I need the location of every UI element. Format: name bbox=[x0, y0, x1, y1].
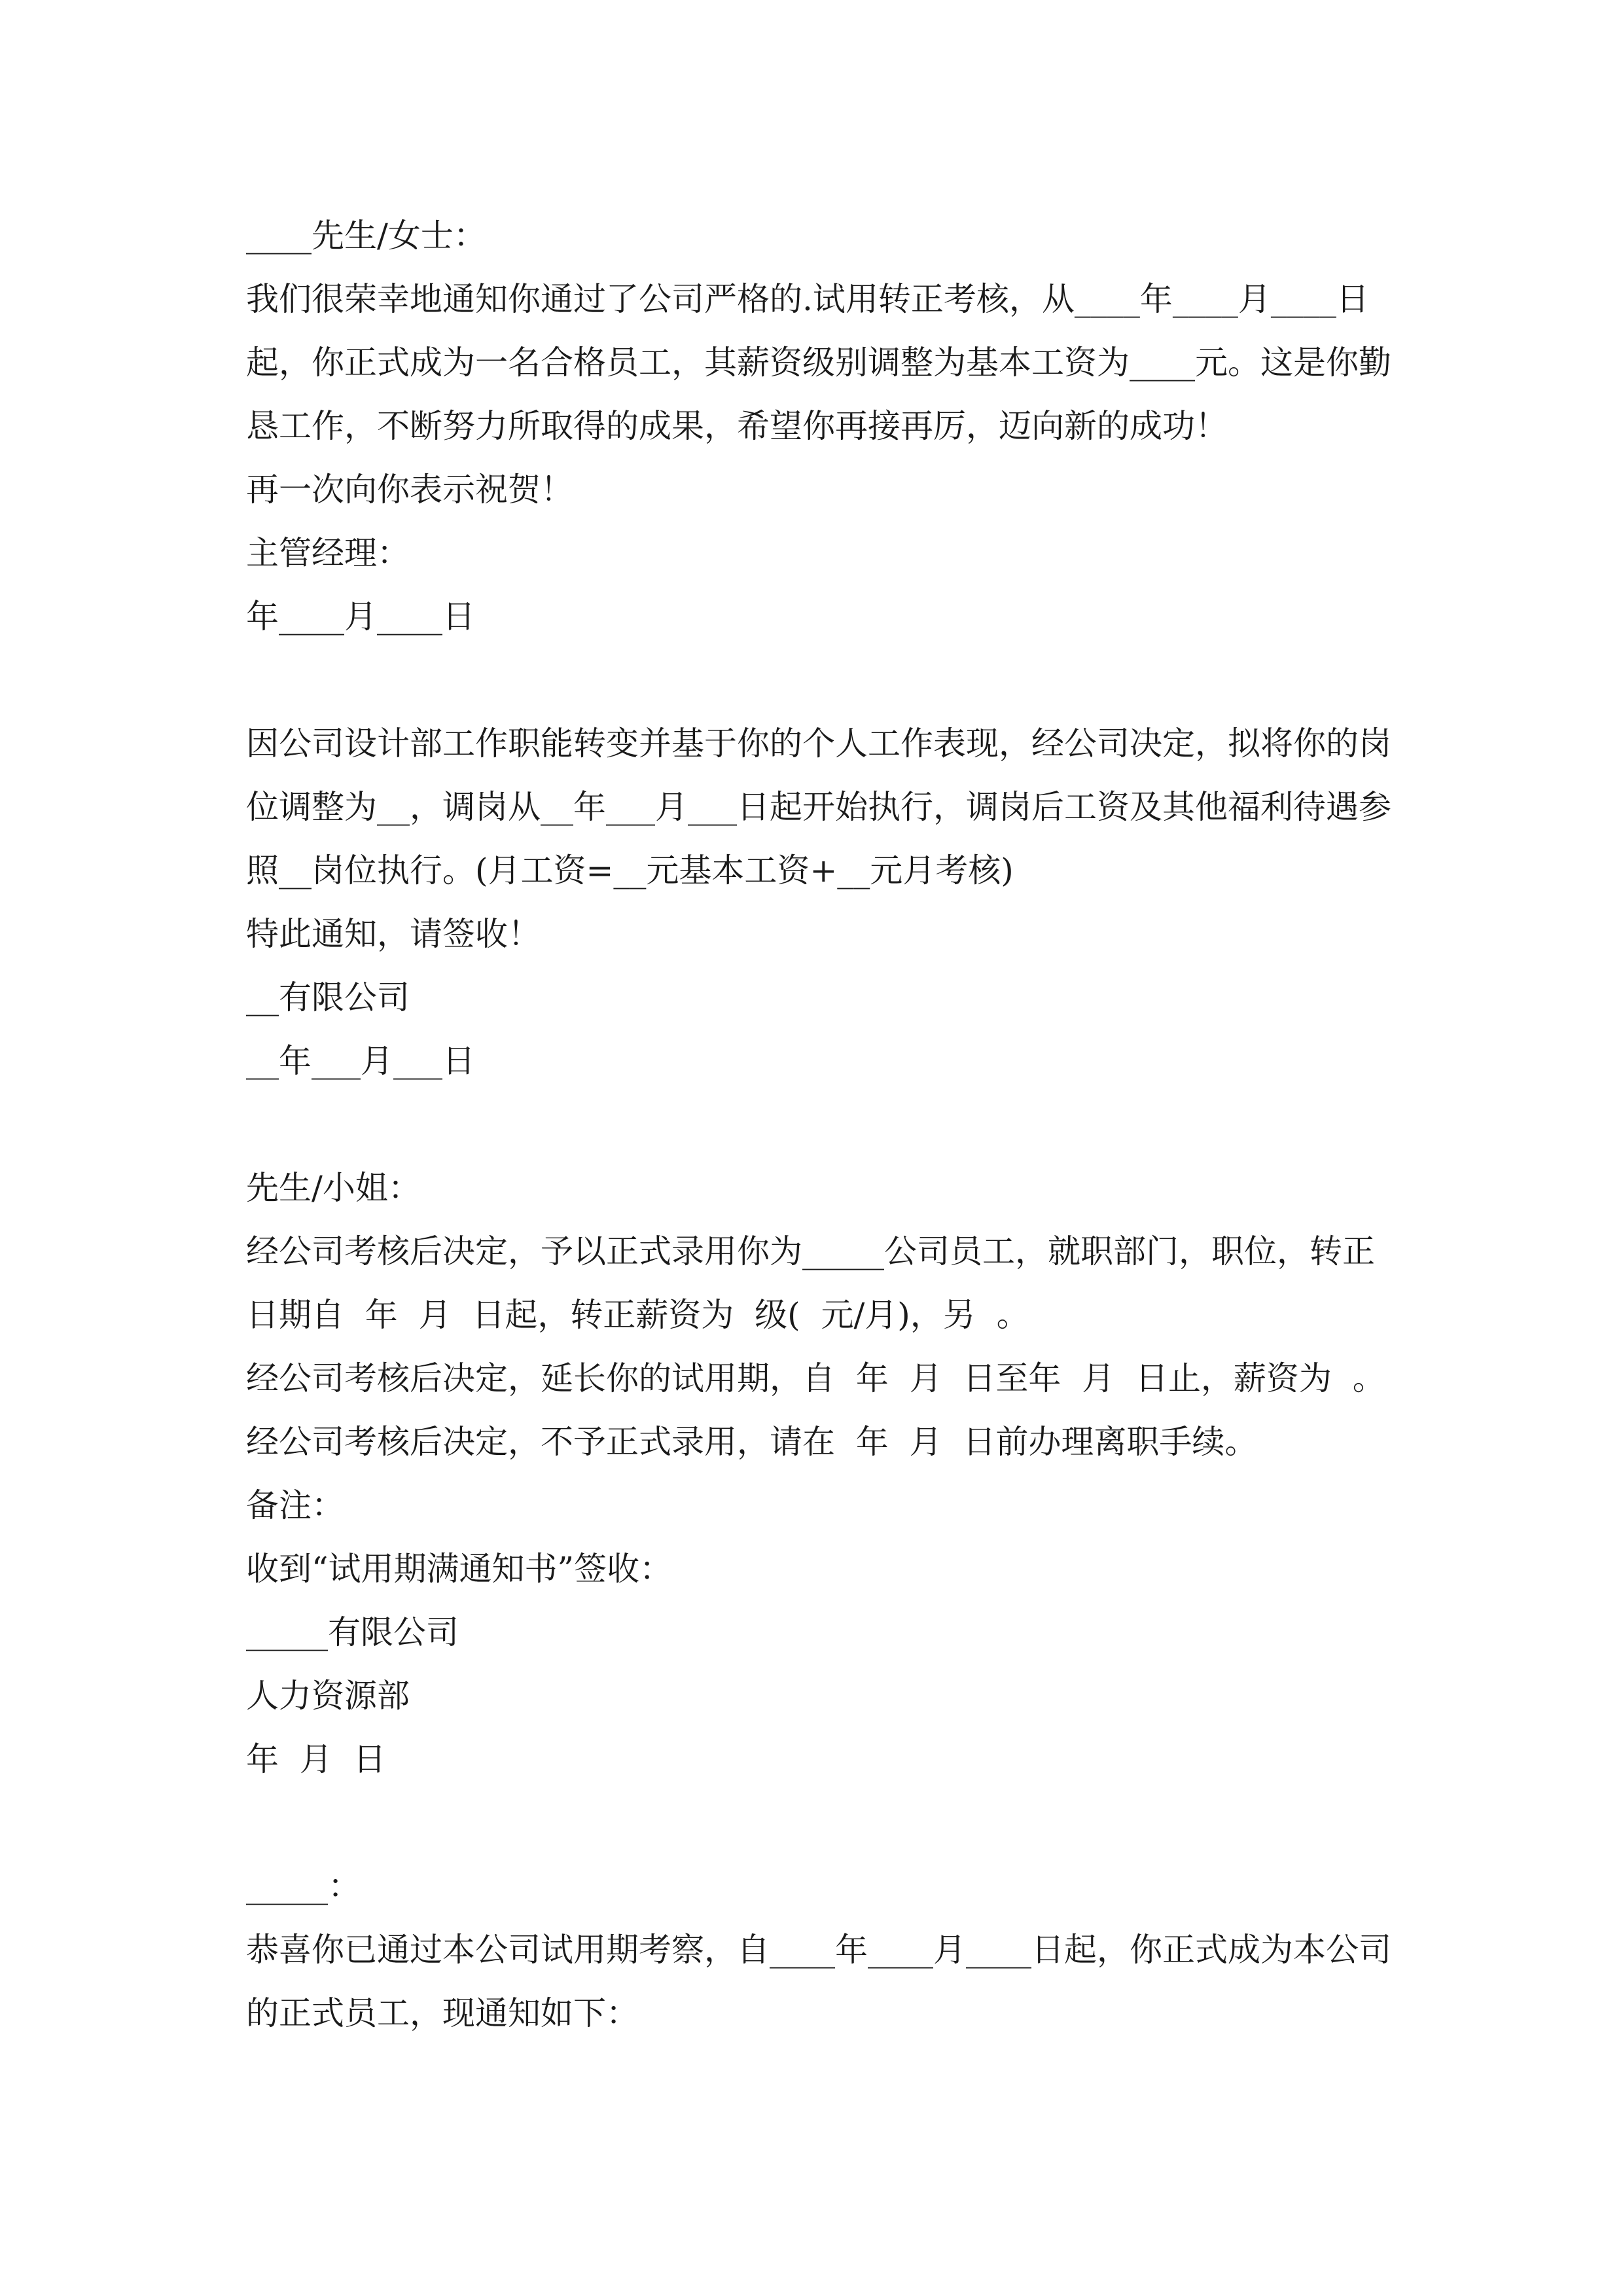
section-gap bbox=[246, 649, 1381, 712]
paragraph-line: 位调整为__，调岗从__年___月___日起开始执行，调岗后工资及其他福利待遇参 bbox=[246, 788, 1391, 826]
notice-section-1 bbox=[246, 204, 1391, 649]
paragraph-line: 经公司考核后决定，不予正式录用，请在 年 月 日前办理离职手续。 bbox=[246, 1423, 1258, 1461]
document-body bbox=[246, 204, 1391, 2045]
paragraph-line: 恭喜你已通过本公司试用期考察，自____年____月____日起，你正式成为本公司 bbox=[246, 1931, 1391, 1969]
section-gap bbox=[246, 1791, 1381, 1855]
paragraph-line: 恳工作，不断努力所取得的成果，希望你再接再厉，迈向新的成功！ bbox=[246, 407, 1228, 445]
paragraph-line: 照__岗位执行。(月工资=__元基本工资+__元月考核) bbox=[246, 852, 1014, 889]
paragraph-line: 起，你正式成为一名合格员工，其薪资级别调整为基本工资为____元。这是你勤 bbox=[246, 344, 1391, 382]
paragraph-line: 经公司考核后决定，予以正式录用你为_____公司员工，就职部门，职位，转正 bbox=[246, 1232, 1375, 1270]
notice-section-4 bbox=[246, 1855, 1391, 2045]
date-line: 年 月 日 bbox=[246, 1740, 386, 1778]
date-line: __年___月___日 bbox=[246, 1042, 475, 1080]
remarks-label: 备注： bbox=[246, 1486, 344, 1524]
paragraph-line: 因公司设计部工作职能转变并基于你的个人工作表现，经公司决定，拟将你的岗 bbox=[246, 725, 1391, 762]
salutation: ____先生/女士： bbox=[246, 217, 486, 255]
salutation: _____： bbox=[246, 1867, 361, 1905]
paragraph-line: 再一次向你表示祝贺！ bbox=[246, 471, 573, 509]
company-line: _____有限公司 bbox=[246, 1613, 459, 1651]
date-line: 年____月____日 bbox=[246, 598, 475, 636]
section-gap bbox=[246, 1093, 1381, 1157]
paragraph-line: 的正式员工，现通知如下： bbox=[246, 1994, 639, 2032]
notice-section-2 bbox=[246, 712, 1391, 1093]
paragraph-line: 特此通知，请签收！ bbox=[246, 915, 541, 953]
paragraph-line: 我们很荣幸地通知你通过了公司严格的.试用转正考核，从____年____月____日 bbox=[246, 280, 1369, 318]
salutation: 先生/小姐： bbox=[246, 1169, 421, 1207]
paragraph-line: 日期自 年 月 日起，转正薪资为 级( 元/月)，另 。 bbox=[246, 1296, 1029, 1334]
receipt-label: 收到“试用期满通知书”签收： bbox=[246, 1550, 673, 1588]
company-line: __有限公司 bbox=[246, 978, 410, 1016]
paragraph-line: 经公司考核后决定，延长你的试用期，自 年 月 日至年 月 日止，薪资为 。 bbox=[246, 1359, 1385, 1397]
notice-section-3 bbox=[246, 1157, 1385, 1791]
signature-label: 主管经理： bbox=[246, 534, 410, 572]
department-line: 人力资源部 bbox=[246, 1677, 410, 1715]
